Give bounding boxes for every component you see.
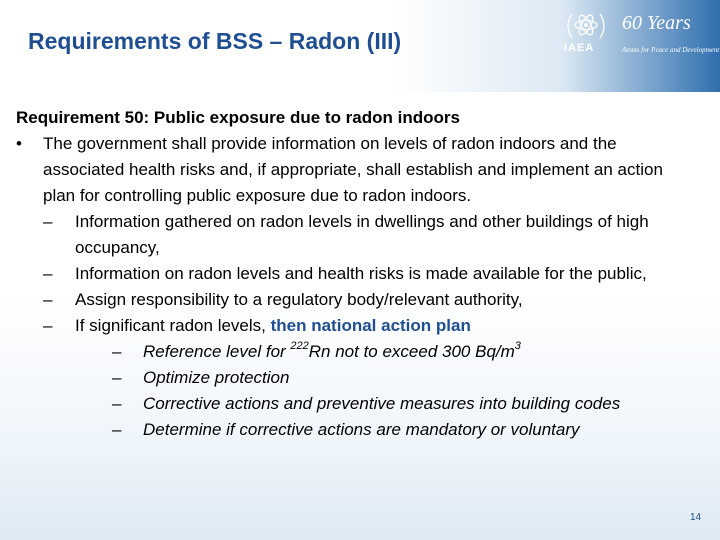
sub-item-text: Assign responsibility to a regulatory body/relevant authority, xyxy=(75,290,523,309)
sub-item xyxy=(16,261,686,287)
dash-marker: – xyxy=(43,264,53,283)
atom-emblem-icon xyxy=(560,8,620,44)
slide-content xyxy=(16,105,686,443)
main-bullet-text: The government shall provide information on levels of radon indoors and the associated health risks and, if appropriate, shall establish and implement an action plan for controlling public exposure due to radon indoors. xyxy=(43,134,663,205)
bullet-marker: • xyxy=(16,134,22,153)
dash-marker: – xyxy=(43,316,53,335)
dash-marker: – xyxy=(43,290,53,309)
reference-level-item xyxy=(16,339,686,365)
logo-years-text: 60 Years xyxy=(622,12,691,34)
dash-marker: – xyxy=(43,212,53,231)
action-plan-subitem xyxy=(16,391,686,417)
dash-marker: – xyxy=(112,368,122,387)
unit-exponent: 3 xyxy=(514,340,521,353)
ref-level-text: Rn not to exceed 300 Bq/m xyxy=(308,342,515,361)
isotope-mass-number: 222 xyxy=(290,340,309,353)
action-plan-subitem-text: Determine if corrective actions are mandatory or voluntary xyxy=(143,420,580,439)
dash-marker: – xyxy=(112,420,122,439)
dash-marker: – xyxy=(112,342,122,361)
sub-item xyxy=(16,209,686,261)
action-plan-subitem xyxy=(16,365,686,391)
action-plan-subitem xyxy=(16,417,686,443)
action-plan-highlight: then national action plan xyxy=(270,316,471,335)
main-bullet-item xyxy=(16,131,686,209)
action-plan-subitem-text: Optimize protection xyxy=(143,368,290,387)
page-number: 14 xyxy=(690,512,702,523)
sub-item-text: Information gathered on radon levels in dwellings and other buildings of high occupancy, xyxy=(75,212,649,257)
action-plan-subitem-text: Corrective actions and preventive measures into building codes xyxy=(143,394,621,413)
slide-title: Requirements of BSS – Radon (III) xyxy=(28,28,402,54)
ref-level-prefix: Reference level for xyxy=(143,342,291,361)
action-plan-item xyxy=(16,313,686,339)
sub-item-text: Information on radon levels and health risks is made available for the public, xyxy=(75,264,647,283)
iaea-60-years-logo xyxy=(560,8,720,60)
requirement-heading: Requirement 50: Public exposure due to radon indoors xyxy=(16,108,460,127)
action-plan-prefix: If significant radon levels, xyxy=(75,316,271,335)
logo-org-text: IAEA xyxy=(564,42,595,54)
dash-marker: – xyxy=(112,394,122,413)
sub-item xyxy=(16,287,686,313)
logo-tagline: Atoms for Peace and Development xyxy=(622,46,720,54)
